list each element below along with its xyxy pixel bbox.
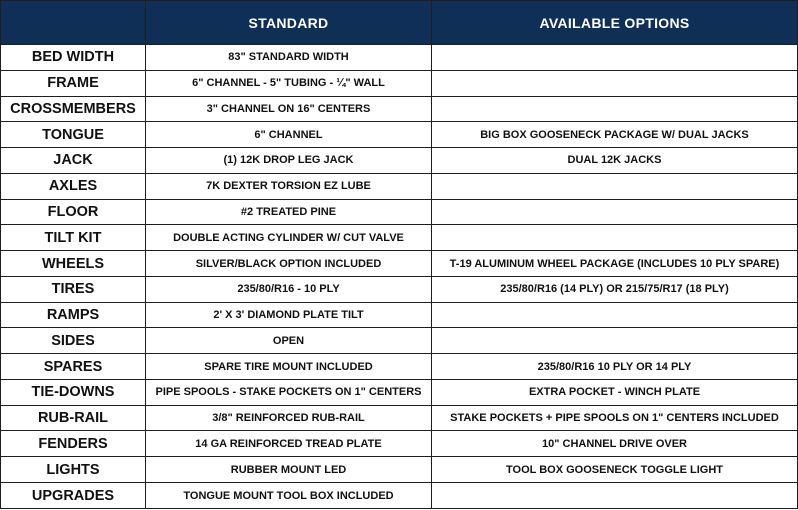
option-value: 235/80/R16 10 PLY OR 14 PLY xyxy=(432,354,798,380)
option-value: EXTRA POCKET - WINCH PLATE xyxy=(432,379,798,405)
standard-value: 7K DEXTER TORSION EZ LUBE xyxy=(146,173,432,199)
standard-value: 2' X 3' DIAMOND PLATE TILT xyxy=(146,302,432,328)
standard-value: 235/80/R16 - 10 PLY xyxy=(146,276,432,302)
standard-value: 3" CHANNEL ON 16" CENTERS xyxy=(146,96,432,122)
table-row xyxy=(1,45,798,71)
standard-value: SILVER/BLACK OPTION INCLUDED xyxy=(146,251,432,277)
spec-table-body xyxy=(1,45,798,509)
option-value xyxy=(432,96,798,122)
standard-value: SPARE TIRE MOUNT INCLUDED xyxy=(146,354,432,380)
standard-value: OPEN xyxy=(146,328,432,354)
table-row xyxy=(1,457,798,483)
option-value: STAKE POCKETS + PIPE SPOOLS ON 1" CENTERS INCLUDED xyxy=(432,405,798,431)
table-row xyxy=(1,173,798,199)
standard-value: 3/8" REINFORCED RUB-RAIL xyxy=(146,405,432,431)
option-value xyxy=(432,328,798,354)
table-row xyxy=(1,276,798,302)
table-row xyxy=(1,483,798,509)
table-row xyxy=(1,199,798,225)
feature-label: RAMPS xyxy=(1,302,146,328)
option-value xyxy=(432,173,798,199)
standard-value: 6" CHANNEL - 5" TUBING - ¼" WALL xyxy=(146,70,432,96)
header-available-options: AVAILABLE OPTIONS xyxy=(432,1,798,45)
feature-label: UPGRADES xyxy=(1,483,146,509)
table-row xyxy=(1,431,798,457)
table-row xyxy=(1,148,798,174)
option-value xyxy=(432,70,798,96)
table-row xyxy=(1,96,798,122)
option-value: T-19 ALUMINUM WHEEL PACKAGE (INCLUDES 10 PLY SPARE) xyxy=(432,251,798,277)
standard-value: DOUBLE ACTING CYLINDER W/ CUT VALVE xyxy=(146,225,432,251)
option-value: DUAL 12K JACKS xyxy=(432,148,798,174)
feature-label: TIRES xyxy=(1,276,146,302)
standard-value: #2 TREATED PINE xyxy=(146,199,432,225)
option-value xyxy=(432,199,798,225)
feature-label: JACK xyxy=(1,148,146,174)
table-row xyxy=(1,302,798,328)
standard-value: 83" STANDARD WIDTH xyxy=(146,45,432,71)
table-row xyxy=(1,328,798,354)
header-standard: STANDARD xyxy=(146,1,432,45)
feature-label: BED WIDTH xyxy=(1,45,146,71)
standard-value: PIPE SPOOLS - STAKE POCKETS ON 1" CENTERS xyxy=(146,379,432,405)
standard-value: RUBBER MOUNT LED xyxy=(146,457,432,483)
table-row xyxy=(1,354,798,380)
feature-label: SIDES xyxy=(1,328,146,354)
standard-value: 6" CHANNEL xyxy=(146,122,432,148)
feature-label: RUB-RAIL xyxy=(1,405,146,431)
table-row xyxy=(1,379,798,405)
table-row xyxy=(1,405,798,431)
feature-label: WHEELS xyxy=(1,251,146,277)
table-row xyxy=(1,122,798,148)
feature-label: LIGHTS xyxy=(1,457,146,483)
table-row xyxy=(1,225,798,251)
option-value xyxy=(432,483,798,509)
option-value xyxy=(432,45,798,71)
table-row xyxy=(1,251,798,277)
feature-label: FENDERS xyxy=(1,431,146,457)
option-value: TOOL BOX GOOSENECK TOGGLE LIGHT xyxy=(432,457,798,483)
feature-label: FLOOR xyxy=(1,199,146,225)
standard-value: TONGUE MOUNT TOOL BOX INCLUDED xyxy=(146,483,432,509)
option-value: 10" CHANNEL DRIVE OVER xyxy=(432,431,798,457)
standard-value: 14 GA REINFORCED TREAD PLATE xyxy=(146,431,432,457)
option-value xyxy=(432,225,798,251)
option-value: 235/80/R16 (14 PLY) OR 215/75/R17 (18 PLY) xyxy=(432,276,798,302)
option-value xyxy=(432,302,798,328)
standard-value: (1) 12K DROP LEG JACK xyxy=(146,148,432,174)
feature-label: FRAME xyxy=(1,70,146,96)
option-value: BIG BOX GOOSENECK PACKAGE W/ DUAL JACKS xyxy=(432,122,798,148)
header-row xyxy=(1,1,798,45)
feature-label: TILT KIT xyxy=(1,225,146,251)
feature-label: SPARES xyxy=(1,354,146,380)
feature-label: AXLES xyxy=(1,173,146,199)
header-corner-cell xyxy=(1,1,146,45)
feature-label: CROSSMEMBERS xyxy=(1,96,146,122)
table-row xyxy=(1,70,798,96)
feature-label: TIE-DOWNS xyxy=(1,379,146,405)
feature-label: TONGUE xyxy=(1,122,146,148)
